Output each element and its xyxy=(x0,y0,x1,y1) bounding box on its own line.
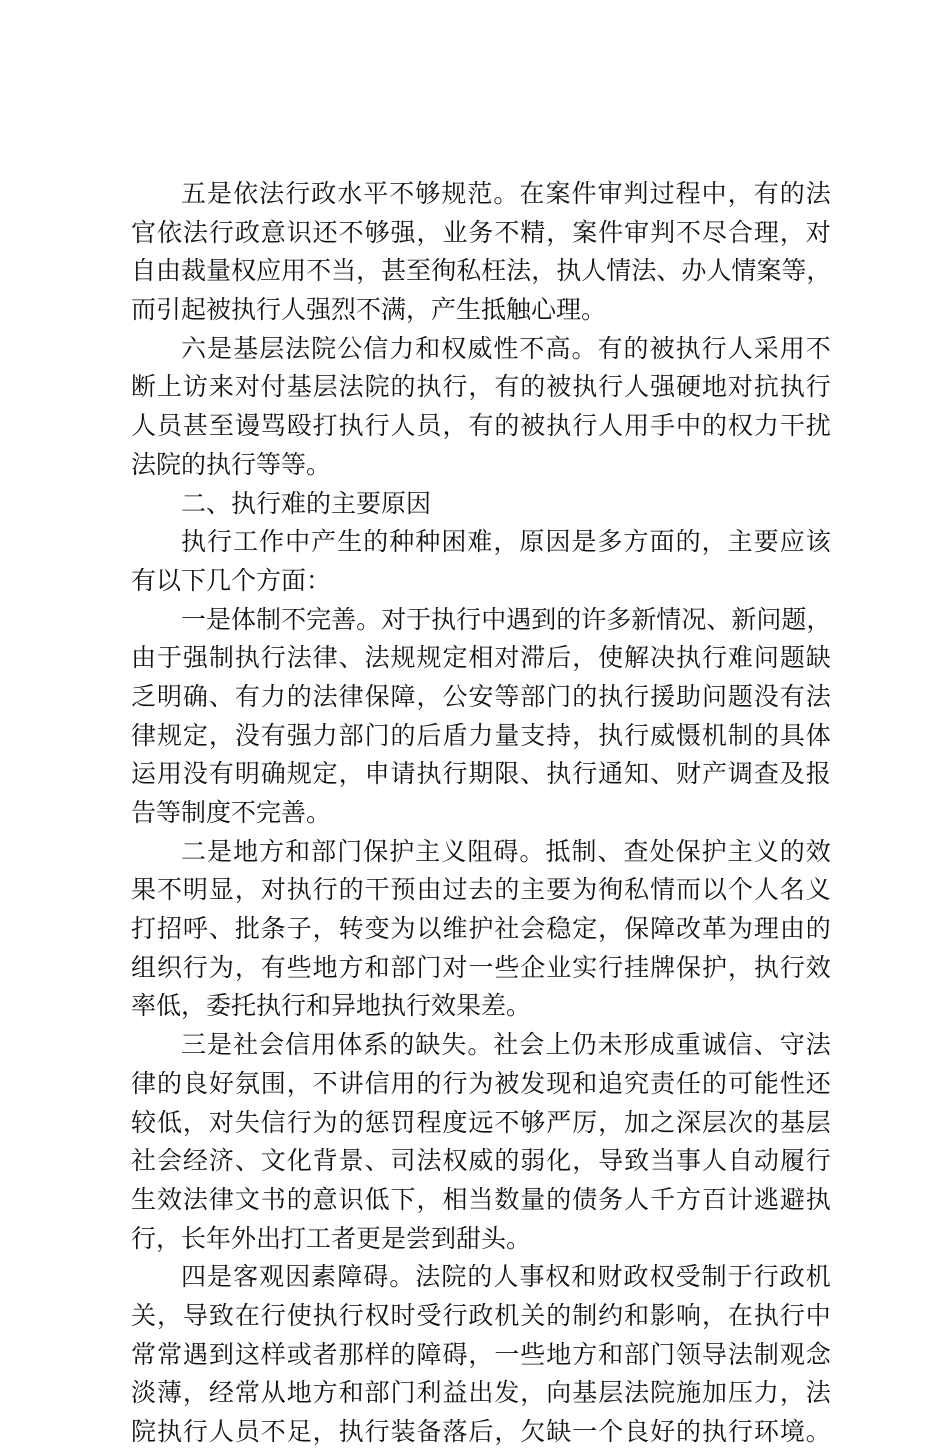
text-line: 官 依 法 行 政 意 识 还 不 够 强 ， 业 务 不 精 ， 案 件 审 判 不 尽 合 理 ， 对 xyxy=(131,217,831,247)
text-line: 律 的 良 好 氛 围 ， 不 讲 信 用 的 行 为 被 发 现 和 追 究 责 任 的 可 能 性 还 xyxy=(131,1068,831,1098)
text-line: 而引起被执行人强烈不满，产生抵触心理。 xyxy=(131,295,607,325)
text-line: 打 招 呼 、 批 条 子 ， 转 变 为 以 维 护 社 会 稳 定 ， 保 障 改 革 为 理 由 的 xyxy=(131,914,831,944)
text-line: 二、执行难的主要原因 xyxy=(181,488,432,518)
text-line: 关 ， 导 致 在 行 使 执 行 权 时 受 行 政 机 关 的 制 约 和 影 响 ， 在 执 行 中 xyxy=(131,1300,831,1330)
text-line: 自 由 裁 量 权 应 用 不 当 ， 甚 至 徇 私 枉 法 ， 执 人 情 法 、 办 人 情 案 等 ， xyxy=(131,256,832,286)
text-line: 执 行 工 作 中 产 生 的 种 种 困 难 ， 原 因 是 多 方 面 的 ， 主 要 应 该 xyxy=(181,527,831,557)
text-line: 果 不 明 显 ， 对 执 行 的 干 预 由 过 去 的 主 要 为 徇 私 情 而 以 个 人 名 义 xyxy=(131,875,831,905)
text-line: 率低，委托执行和异地执行效果差。 xyxy=(131,991,532,1021)
text-line: 有以下几个方面： xyxy=(131,565,332,595)
text-line: 三 是 社 会 信 用 体 系 的 缺 失 。 社 会 上 仍 未 形 成 重 诚 信 、 守 法 xyxy=(181,1030,831,1060)
text-line: 院 执 行 人 员 不 足 ， 执 行 装 备 落 后 ， 欠 缺 一 个 良 好 的 执 行 环 境 。 xyxy=(131,1417,831,1446)
text-line: 告等制度不完善。 xyxy=(131,798,332,827)
text-line: 常 常 遇 到 这 样 或 者 那 样 的 障 碍 ， 一 些 地 方 和 部 门 领 导 法 制 观 念 xyxy=(131,1339,831,1369)
text-line: 生 效 法 律 文 书 的 意 识 低 下 ， 相 当 数 量 的 债 务 人 千 方 百 计 逃 避 执 xyxy=(131,1184,831,1214)
text-line: 五 是 依 法 行 政 水 平 不 够 规 范 。 在 案 件 审 判 过 程 中 ， 有 的 法 xyxy=(181,179,831,208)
text-line: 淡 薄 ， 经 常 从 地 方 和 部 门 利 益 出 发 ， 向 基 层 法 院 施 加 压 力 ， 法 xyxy=(131,1378,831,1408)
text-line: 四 是 客 观 因 素 障 碍 。 法 院 的 人 事 权 和 财 政 权 受 制 于 行 政 机 xyxy=(181,1262,831,1292)
text-line: 乏 明 确 、 有 力 的 法 律 保 障 ， 公 安 等 部 门 的 执 行 援 助 问 题 没 有 法 xyxy=(131,681,831,711)
text-line: 一 是 体 制 不 完 善 。 对 于 执 行 中 遇 到 的 许 多 新 情 况 、 新 问 题 ， xyxy=(181,604,832,634)
text-line: 较 低 ， 对 失 信 行 为 的 惩 罚 程 度 远 不 够 严 厉 ， 加 之 深 层 次 的 基 层 xyxy=(131,1107,831,1137)
document-body xyxy=(131,175,831,1452)
text-line: 断 上 访 来 对 付 基 层 法 院 的 执 行 ， 有 的 被 执 行 人 强 硬 地 对 抗 执 行 xyxy=(131,372,831,402)
text-line: 二 是 地 方 和 部 门 保 护 主 义 阻 碍 。 抵 制 、 查 处 保 护 主 义 的 效 xyxy=(181,836,831,866)
text-line: 由 于 强 制 执 行 法 律 、 法 规 规 定 相 对 滞 后 ， 使 解 决 执 行 难 问 题 缺 xyxy=(131,643,831,673)
text-line: 行，长年外出打工者更是尝到甜头。 xyxy=(131,1223,532,1253)
text-line: 人 员 甚 至 谩 骂 殴 打 执 行 人 员 ， 有 的 被 执 行 人 用 手 中 的 权 力 干 扰 xyxy=(131,411,831,441)
text-line: 社 会 经 济 、 文 化 背 景 、 司 法 权 威 的 弱 化 ， 导 致 当 事 人 自 动 履 行 xyxy=(131,1146,831,1176)
text-line: 运 用 没 有 明 确 规 定 ， 申 请 执 行 期 限 、 执 行 通 知 、 财 产 调 查 及 报 xyxy=(131,759,831,789)
text-line: 组 织 行 为 ， 有 些 地 方 和 部 门 对 一 些 企 业 实 行 挂 牌 保 护 ， 执 行 效 xyxy=(131,952,831,982)
text-line: 法院的执行等等。 xyxy=(131,449,332,479)
text-line: 律 规 定 ， 没 有 强 力 部 门 的 后 盾 力 量 支 持 ， 执 行 威 慑 机 制 的 具 体 xyxy=(131,720,831,750)
text-line: 六 是 基 层 法 院 公 信 力 和 权 威 性 不 高 。 有 的 被 执 行 人 采 用 不 xyxy=(181,333,831,363)
